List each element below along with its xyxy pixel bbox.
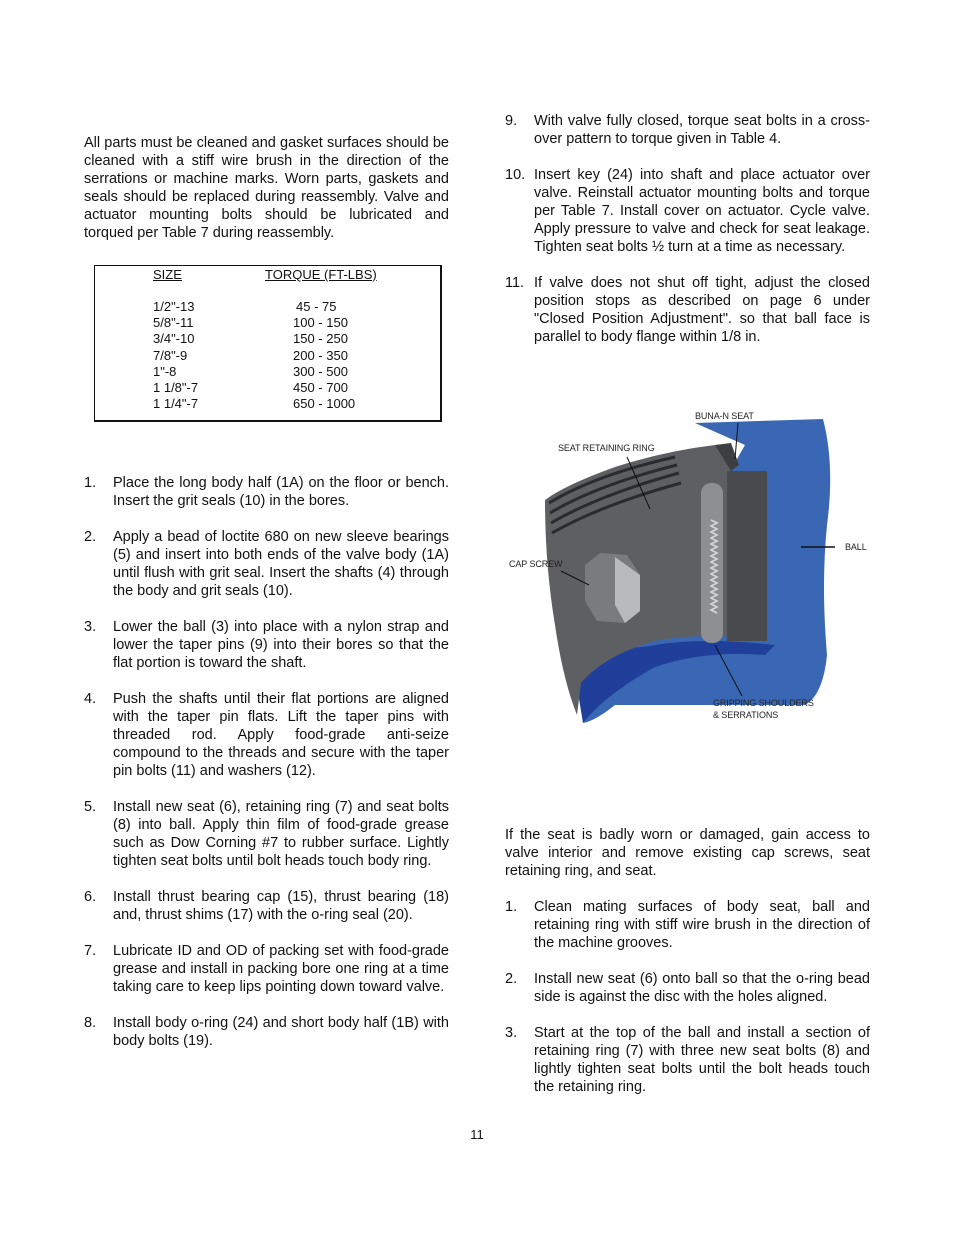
list-item: 4. Push the shafts until their flat portions are aligned with the taper pin flats. Lift the taper pins with threaded rod. Apply food-grade anti-seize compound to the threads and secure with the taper pin bolts (11) and washers (12). <box>84 691 449 779</box>
list-item: 9. With valve fully closed, torque seat bolts in a cross-over pattern to torque given in Table 4. <box>505 113 870 147</box>
row-size: 7/8"-9 <box>153 347 188 363</box>
table-row <box>153 315 433 331</box>
torque-table <box>94 265 442 422</box>
list-item: 3. Start at the top of the ball and install a section of retaining ring (7) with three new seat bolts (8) and lightly tighten seat bolts until the bolt heads touch the retaining ring. <box>505 1025 870 1095</box>
list-item: 5. Install new seat (6), retaining ring (7) and seat bolts (8) into ball. Apply thin film of food-grade grease such as Dow Corning #7 to rubber surface. Lightly tighten seat bolts until bolt heads touch body ring. <box>84 799 449 869</box>
list-item: 11. If valve does not shut off tight, adjust the closed position stops as described on page 6 under "Closed Position Adjustment". so that ball face is parallel to body flange within 1/8 in. <box>505 275 870 345</box>
table-row <box>153 380 433 396</box>
label-cap-screw: CAP SCREW <box>509 559 563 569</box>
row-torque: 650 - 1000 <box>293 396 356 412</box>
label-gripping-shoulders: GRIPPING SHOULDERS <box>713 698 814 708</box>
row-size: 1"-8 <box>153 363 177 379</box>
table-row <box>153 364 433 380</box>
table-row <box>153 331 433 347</box>
row-torque: 200 - 350 <box>293 347 348 363</box>
list-item: 2. Install new seat (6) onto ball so that the o-ring bead side is against the disc with the holes aligned. <box>505 971 870 1005</box>
list-item: 2. Apply a bead of loctite 680 on new sleeve bearings (5) and insert into both ends of the valve body (1A) until flush with grit seal. Insert the shafts (4) through the body and grit seals (10). <box>84 529 449 599</box>
label-buna-n-seat: BUNA-N SEAT <box>695 411 754 421</box>
list-item: 10. Insert key (24) into shaft and place actuator over valve. Reinstall actuator mounting bolts and torque per Table 7. Install cover on actuator. Cycle valve. Apply pressure to valve and check for seat leakage. Tighten seat bolts ½ turn at a time as necessary. <box>505 167 870 255</box>
torque-table-rows <box>153 299 433 412</box>
label-seat-retaining-ring: SEAT RETAINING RING <box>558 443 655 453</box>
seat-replacement-paragraph: If the seat is badly worn or damaged, gain access to valve interior and remove existing cap screws, seat retaining ring, and seat. <box>505 827 870 879</box>
row-torque: 45 - 75 <box>296 299 337 314</box>
row-size: 3/4"-10 <box>153 331 195 347</box>
list-item: 1. Place the long body half (1A) on the floor or bench. Insert the grit seals (10) in the bores. <box>84 475 449 509</box>
list-item: 7. Lubricate ID and OD of packing set with food-grade grease and install in packing bore one ring at a time taking care to keep lips pointing down toward valve. <box>84 943 449 995</box>
label-ball: BALL <box>845 542 867 552</box>
row-size: 1/2"-13 <box>153 299 195 314</box>
table-row <box>153 348 433 364</box>
row-size: 1 1/8"-7 <box>153 379 199 395</box>
seat-replacement-steps <box>505 898 870 1096</box>
list-item: 3. Lower the ball (3) into place with a nylon strap and lower the taper pins (9) into their bores so that the flat portion is toward the shaft. <box>84 619 449 671</box>
list-item: 8. Install body o-ring (24) and short body half (1B) with body bolts (19). <box>84 1015 449 1049</box>
list-item: 6. Install thrust bearing cap (15), thrust bearing (18) and, thrust shims (17) with the o-ring seal (20). <box>84 889 449 923</box>
assembly-steps-left <box>84 474 449 1050</box>
list-item: 1. Clean mating surfaces of body seat, ball and retaining ring with stiff wire brush in the direction of the machine grooves. <box>505 899 870 951</box>
seat-block <box>727 471 767 641</box>
table-row <box>153 396 433 412</box>
label-serrations: & SERRATIONS <box>713 710 779 720</box>
header-size: SIZE <box>153 267 182 282</box>
row-torque: 100 - 150 <box>293 315 348 331</box>
intro-paragraph: All parts must be cleaned and gasket surfaces should be cleaned with a stiff wire brush in the direction of the serrations or machine marks. Worn parts, gaskets and seals should be replaced during reassembly. Valve and actuator mounting bolts should be lubricated and torqued per Table 7 during reassembly. <box>84 135 449 241</box>
header-torque: TORQUE (FT-LBS) <box>265 267 377 282</box>
page-number: 11 <box>470 1127 484 1142</box>
seat-replacement-section <box>505 826 870 880</box>
row-size: 1 1/4"-7 <box>153 396 199 412</box>
seat-cross-section-figure <box>505 405 870 730</box>
table-row <box>153 299 433 315</box>
row-torque: 150 - 250 <box>293 331 348 347</box>
assembly-steps-right <box>505 112 870 346</box>
row-torque: 450 - 700 <box>293 379 348 395</box>
row-size: 5/8"-11 <box>153 315 194 331</box>
intro-section <box>84 134 449 242</box>
row-torque: 300 - 500 <box>293 363 348 379</box>
